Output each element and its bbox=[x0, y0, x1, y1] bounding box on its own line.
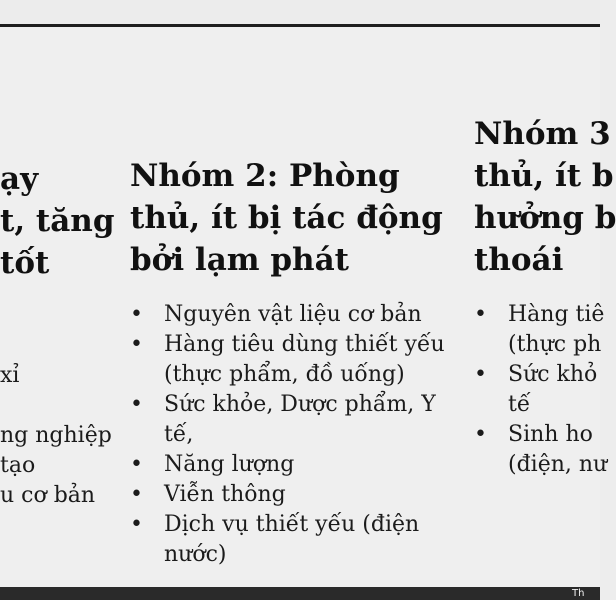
list-item bbox=[130, 510, 445, 570]
list-item-text: Viễn thông bbox=[164, 482, 286, 507]
slide bbox=[0, 27, 616, 587]
group1-heading-line: t, tăng bbox=[0, 203, 115, 239]
corner-label[interactable]: Th bbox=[572, 588, 585, 599]
group2-heading bbox=[130, 155, 443, 281]
list-item-text: Hàng tiê bbox=[508, 302, 605, 327]
list-item-text: (điện, nư bbox=[508, 452, 608, 477]
group3-heading bbox=[474, 113, 616, 281]
list-item-text: tế, bbox=[164, 422, 194, 447]
group3-heading-line: thủ, ít b bbox=[474, 158, 614, 194]
group2-heading-line: thủ, ít bị tác động bbox=[130, 200, 443, 236]
list-item bbox=[130, 330, 445, 390]
list-item bbox=[474, 300, 607, 360]
list-item-text: (thực ph bbox=[508, 332, 602, 357]
list-item bbox=[130, 480, 445, 510]
list-item: ng nghiệp bbox=[0, 423, 112, 448]
top-bar bbox=[0, 0, 600, 27]
list-item: u cơ bản bbox=[0, 483, 96, 508]
list-item bbox=[0, 391, 112, 421]
list-item-text: tế bbox=[508, 392, 531, 417]
list-item bbox=[474, 420, 607, 480]
group3-heading-line: thoái bbox=[474, 242, 564, 278]
group2-list bbox=[130, 300, 445, 570]
list-item: xỉ bbox=[0, 363, 20, 388]
group3-list bbox=[474, 300, 607, 480]
list-item bbox=[130, 390, 445, 450]
list-item bbox=[474, 360, 607, 420]
group2-heading-line: Nhóm 2: Phòng bbox=[130, 158, 400, 194]
group1-heading bbox=[0, 158, 115, 284]
group2-heading-line: bởi lạm phát bbox=[130, 242, 349, 278]
list-item-text: Nguyên vật liệu cơ bản bbox=[164, 302, 422, 327]
player-bottom-bar[interactable] bbox=[0, 587, 600, 600]
group3-heading-line: hưởng b bbox=[474, 200, 616, 236]
list-item bbox=[130, 300, 445, 330]
list-item-text: Sinh ho bbox=[508, 422, 593, 447]
list-item-text: nước) bbox=[164, 542, 227, 567]
list-item-text: Hàng tiêu dùng thiết yếu bbox=[164, 332, 445, 357]
list-item-text: Dịch vụ thiết yếu (điện bbox=[164, 512, 420, 537]
group1-heading-line: ạy bbox=[0, 161, 39, 197]
group3-heading-line: Nhóm 3 bbox=[474, 116, 611, 152]
group1-heading-line: tốt bbox=[0, 245, 50, 281]
list-item-text: (thực phẩm, đồ uống) bbox=[164, 362, 405, 387]
list-item: tạo bbox=[0, 453, 36, 478]
group1-list bbox=[0, 361, 112, 511]
list-item-text: Sức khỏe, Dược phẩm, Y bbox=[164, 392, 436, 417]
list-item-text: Năng lượng bbox=[164, 452, 295, 477]
list-item-text: Sức khỏ bbox=[508, 362, 598, 387]
list-item bbox=[130, 450, 445, 480]
